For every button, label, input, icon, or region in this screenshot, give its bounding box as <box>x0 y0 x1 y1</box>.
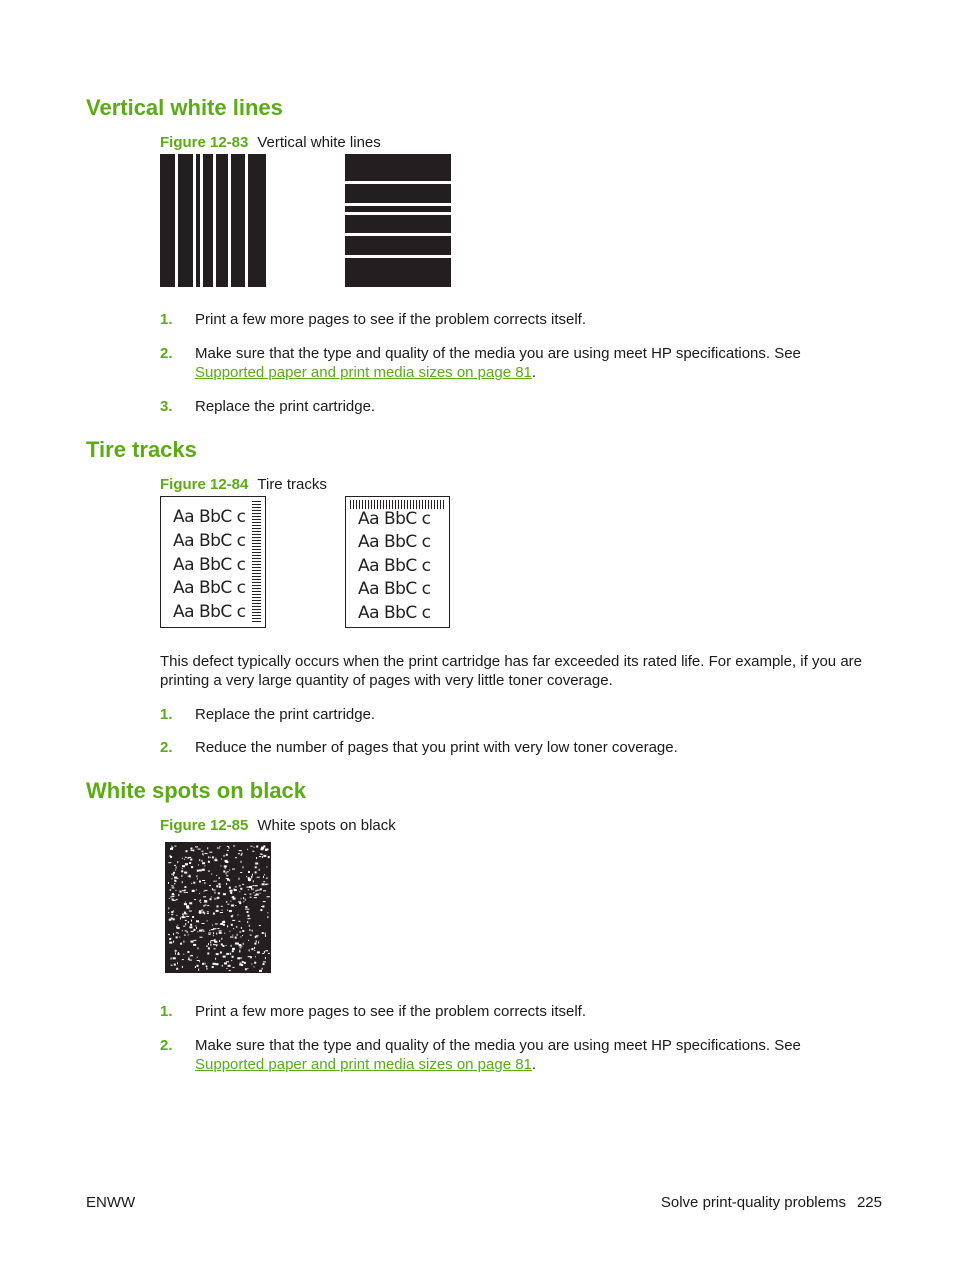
figure-number: Figure 12-84 <box>160 476 249 493</box>
footer-right <box>661 1194 882 1212</box>
vertical-lines-sample-image <box>160 154 266 287</box>
list-item: 3. Replace the print cartridge. <box>160 398 376 415</box>
list-item: 2. Make sure that the type and quality of the media you are using meet HP specifications. See Supported paper and print media sizes on page 81. <box>160 1037 801 1073</box>
list-item: 1. Print a few more pages to see if the problem corrects itself. <box>160 311 587 328</box>
figure-caption-text: Tire tracks <box>257 476 327 493</box>
horizontal-lines-sample-image <box>345 154 451 287</box>
tire-tracks-vertical-sample-image: Aa BbC c Aa BbC c Aa BbC c Aa BbC c Aa BbC c <box>160 496 266 628</box>
footer-left: ENWW <box>86 1194 136 1211</box>
list-item: 1. Print a few more pages to see if the problem corrects itself. <box>160 1003 587 1020</box>
figure-caption-text: White spots on black <box>257 817 396 834</box>
tire-tracks-horizontal-sample-image: Aa BbC c Aa BbC c Aa BbC c Aa BbC c Aa BbC c <box>345 496 450 628</box>
figure-caption-12-85 <box>160 817 396 835</box>
list-item: 1. Replace the print cartridge. <box>160 706 376 723</box>
white-spots-sample-image <box>165 842 271 973</box>
section-title-white-spots-on-black: White spots on black <box>86 778 307 803</box>
section-title-tire-tracks: Tire tracks <box>86 437 197 462</box>
figure-number: Figure 12-85 <box>160 817 249 834</box>
figure-caption-text: Vertical white lines <box>257 134 381 151</box>
supported-paper-link[interactable]: Supported paper and print media sizes on page 81 <box>195 1056 532 1073</box>
page-number: 225 <box>856 1194 882 1211</box>
list-item: 2. Reduce the number of pages that you print with very low toner coverage. <box>160 739 678 756</box>
figure-number: Figure 12-83 <box>160 134 249 151</box>
tire-tracks-description: This defect typically occurs when the print cartridge has far exceeded its rated life. For example, if you are printing a very large quantity of pages with very little toner coverage. <box>160 653 862 689</box>
figure-caption-12-84 <box>160 476 327 494</box>
footer-chapter-title: Solve print-quality problems <box>660 1194 846 1211</box>
figure-caption-12-83 <box>160 134 381 152</box>
section-title-vertical-white-lines: Vertical white lines <box>86 95 283 120</box>
supported-paper-link[interactable]: Supported paper and print media sizes on page 81 <box>195 364 532 381</box>
list-item: 2. Make sure that the type and quality of the media you are using meet HP specifications. See Supported paper and print media sizes on page 81. <box>160 345 801 381</box>
